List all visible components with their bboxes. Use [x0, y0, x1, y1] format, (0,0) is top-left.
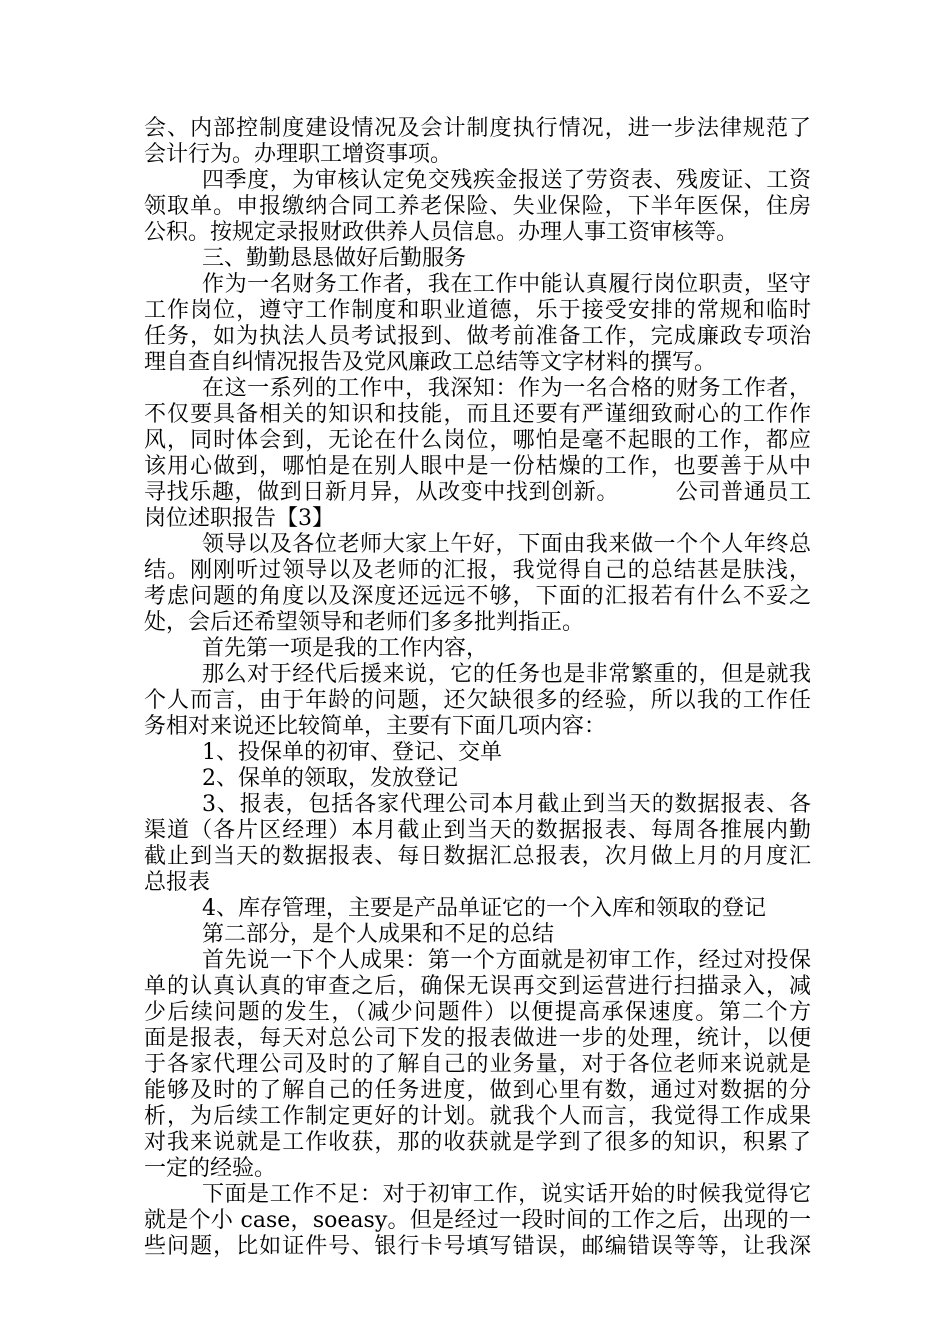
text-line: 第二部分，是个人成果和不足的总结: [202, 922, 555, 947]
text-line: 务相对来说还比较简单，主要有下面几项内容：: [144, 714, 607, 739]
text-line: 考虑问题的角度以及深度还远远不够，下面的汇报若有什么不妥之: [144, 584, 811, 609]
text-line: 该用心做到，哪怕是在别人眼中是一份枯燥的工作，也要善于从中: [144, 454, 811, 479]
text-line: 渠道（各片区经理）本月截止到当天的数据报表、每周各推展内勤: [144, 818, 811, 843]
text-line: 领取单。申报缴纳合同工养老保险、失业保险，下半年医保，住房: [144, 194, 811, 219]
text-line: 作为一名财务工作者，我在工作中能认真履行岗位职责，坚守: [202, 272, 811, 297]
text-line: 截止到当天的数据报表、每日数据汇总报表，次月做上月的月度汇: [144, 844, 811, 869]
text-line: 三、勤勤恳恳做好后勤服务: [202, 246, 467, 271]
text-line: 那么对于经代后援来说，它的任务也是非常繁重的，但是就我: [202, 662, 811, 687]
text-line: 些问题，比如证件号、银行卡号填写错误，邮编错误等等，让我深: [144, 1234, 811, 1259]
text-line: 首先第一项是我的工作内容，: [202, 636, 489, 661]
text-line: 析，为后续工作制定更好的计划。就我个人而言，我觉得工作成果: [144, 1104, 811, 1129]
text-line: 单的认真认真的审查之后，确保无误再交到运营进行扫描录入，减: [144, 974, 811, 999]
text-line: 结。刚刚听过领导以及老师的汇报，我觉得自己的总结甚是肤浅，: [144, 558, 811, 583]
text-line: 处，会后还希望领导和老师们多多批判指正。: [144, 610, 585, 635]
text-line: 4、库存管理，主要是产品单证它的一个入库和领取的登记: [202, 896, 766, 921]
text-line: 对我来说就是工作收获，那的收获就是学到了很多的知识，积累了: [144, 1130, 811, 1155]
document-body: [144, 116, 811, 1260]
text-line: 下面是工作不足：对于初审工作，说实话开始的时候我觉得它: [202, 1182, 811, 1207]
text-line: 个人而言，由于年龄的问题，还欠缺很多的经验，所以我的工作任: [144, 688, 811, 713]
text-line: 一定的经验。: [144, 1156, 277, 1181]
text-line: 领导以及各位老师大家上午好，下面由我来做一个个人年终总: [202, 532, 811, 557]
text-line: 3、报表，包括各家代理公司本月截止到当天的数据报表、各: [202, 792, 811, 817]
text-line: 总报表: [144, 870, 211, 895]
text-line: 不仅要具备相关的知识和技能，而且还要有严谨细致耐心的工作作: [144, 402, 811, 427]
text-line: 寻找乐趣，做到日新月异，从改变中找到创新。 公司普通员工: [144, 480, 811, 505]
text-line: 首先说一下个人成果：第一个方面就是初审工作，经过对投保: [202, 948, 811, 973]
text-line: 2、保单的领取，发放登记: [202, 766, 458, 791]
text-line: 于各家代理公司及时的了解自己的业务量，对于各位老师来说就是: [144, 1052, 811, 1077]
text-line: 少后续问题的发生，（减少问题件）以便提高承保速度。第二个方: [144, 1000, 811, 1025]
text-line: 公积。按规定录报财政供养人员信息。办理人事工资审核等。: [144, 220, 739, 245]
text-line: 理自查自纠情况报告及党风廉政工总结等文字材料的撰写。: [144, 350, 717, 375]
text-line: 岗位述职报告【3】: [144, 506, 334, 531]
text-line: 任务，如为执法人员考试报到、做考前准备工作，完成廉政专项治: [144, 324, 811, 349]
text-line: 四季度，为审核认定免交残疾金报送了劳资表、残废证、工资: [202, 168, 811, 193]
text-line: 会、内部控制度建设情况及会计制度执行情况，进一步法律规范了: [144, 116, 811, 141]
text-line: 风，同时体会到，无论在什么岗位，哪怕是毫不起眼的工作，都应: [144, 428, 811, 453]
text-line: 面是报表，每天对总公司下发的报表做进一步的处理，统计，以便: [144, 1026, 811, 1051]
text-line: 工作岗位，遵守工作制度和职业道德，乐于接受安排的常规和临时: [144, 298, 811, 323]
text-line: 在这一系列的工作中，我深知：作为一名合格的财务工作者，: [202, 376, 811, 401]
text-line: 1、投保单的初审、登记、交单: [202, 740, 502, 765]
text-line: 能够及时的了解自己的任务进度，做到心里有数，通过对数据的分: [144, 1078, 811, 1103]
text-line: 就是个小 case，soeasy。但是经过一段时间的工作之后，出现的一: [144, 1208, 811, 1233]
text-line: 会计行为。办理职工增资事项。: [144, 142, 453, 167]
